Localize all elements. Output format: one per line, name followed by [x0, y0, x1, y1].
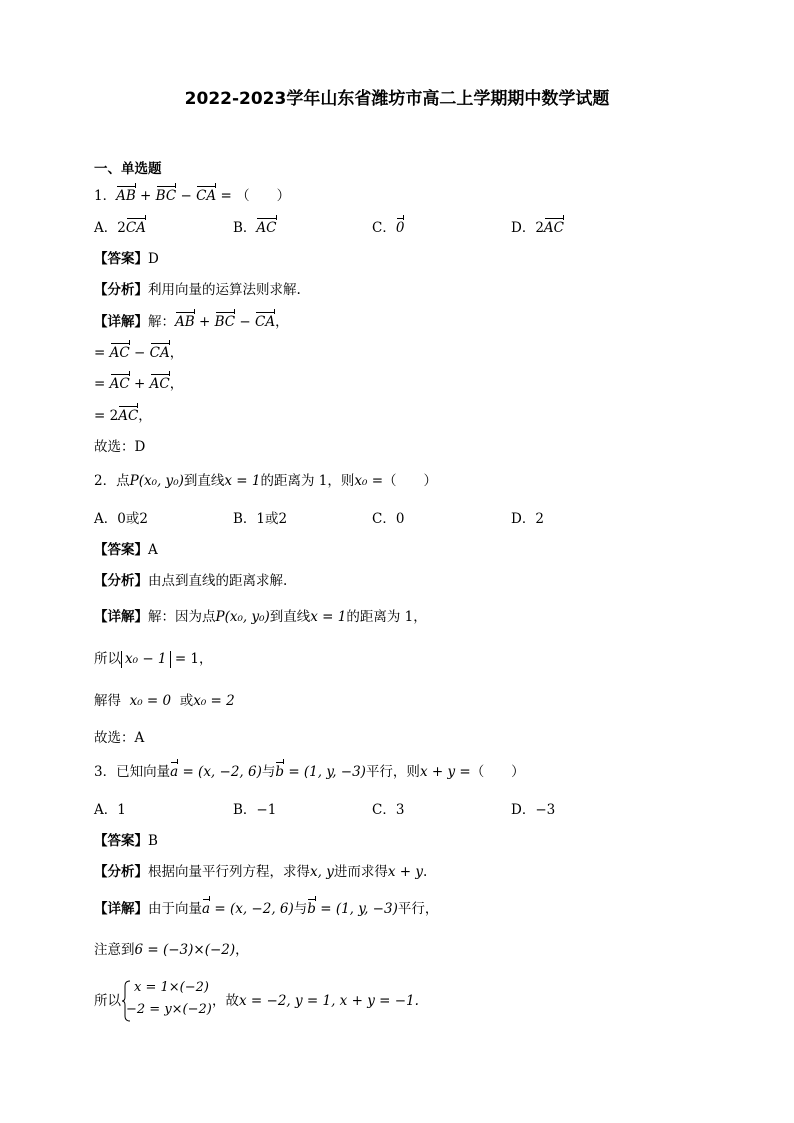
q1-number: 1．	[94, 188, 117, 204]
q3-number: 3．已知向量	[94, 764, 171, 780]
detail-label: 【详解】	[94, 901, 148, 917]
vector-ab: AB	[116, 188, 136, 204]
detail-text: 解：因为点	[148, 609, 216, 625]
coef: 2	[109, 408, 119, 424]
note-text: 注意到	[94, 942, 135, 958]
vector-b: b	[307, 901, 316, 917]
x0-expr: x₀ =	[354, 473, 384, 489]
comma: ，	[138, 408, 152, 424]
abs-expr: x₀ − 1	[121, 651, 171, 668]
vector-ac: AC	[118, 408, 139, 424]
system-eq-2: −2 = y×(−2)	[126, 1002, 212, 1017]
stem-text: 的距离为 1，则	[260, 473, 355, 489]
vector-a-value: = (x, −2, 6)	[182, 764, 262, 780]
zero-vector: 0	[395, 220, 405, 236]
line-eq: x = 1	[224, 473, 261, 489]
answer-label: 【答案】	[94, 251, 148, 267]
equals: =	[94, 408, 106, 424]
vector-b-value: = (1, y, −3)	[320, 901, 398, 917]
q3-analysis	[94, 863, 427, 881]
option-coef: 2	[535, 220, 544, 236]
sum-expr: x + y =	[419, 764, 471, 780]
q2-abs-line	[94, 650, 213, 668]
sum-expr: x + y	[387, 864, 423, 880]
q2-detail	[94, 608, 427, 626]
equals: =	[94, 376, 106, 392]
comma: ，	[169, 376, 184, 392]
q2-option-b: B．1或2	[233, 511, 288, 527]
q2-stem	[94, 472, 437, 490]
point-p: P	[215, 609, 225, 625]
q2-solve-line	[94, 692, 235, 710]
comma: ，	[169, 345, 184, 361]
point-p: P	[129, 473, 139, 489]
option-coef: 2	[117, 220, 126, 236]
detail-text: 的距离为 1，	[346, 609, 427, 625]
q3-answer	[94, 832, 158, 850]
answer-label: 【答案】	[94, 542, 148, 558]
q1-step-2: = AC − CA，	[94, 345, 184, 361]
vector-bc: BC	[214, 314, 236, 330]
vector-ac: AC	[149, 376, 170, 392]
vector-a: a	[202, 901, 211, 917]
q3-so-text: 所以	[94, 993, 121, 1009]
period: .	[422, 864, 428, 880]
or-text: 或	[179, 693, 194, 709]
conclude-text: ，故	[212, 993, 239, 1009]
q1-stem: 1．AB + BC − CA = （ ）	[94, 188, 291, 204]
abs-rhs: = 1，	[174, 651, 213, 667]
parallel-text: 平行，则	[365, 764, 420, 780]
vector-a: a	[170, 764, 179, 780]
vector-b-value: = (1, y, −3)	[288, 764, 366, 780]
q1-detail: 【详解】解：AB + BC − CA，	[94, 314, 289, 330]
option-label: D．	[511, 220, 536, 236]
vector-ac: AC	[543, 220, 565, 236]
answer-value: B	[148, 833, 158, 849]
q3-conclusion	[212, 992, 419, 1010]
solve-text: 解得	[94, 693, 121, 709]
analysis-label: 【分析】	[94, 573, 148, 589]
option-label: A．	[94, 220, 118, 236]
q2-answer	[94, 541, 158, 559]
conclude-expr: x = −2, y = 1, x + y = −1.	[239, 993, 419, 1009]
q1-option-d	[511, 219, 564, 237]
vector-ac: AC	[109, 376, 130, 392]
detail-label: 【详解】	[94, 314, 148, 330]
q1-analysis	[94, 281, 301, 299]
option-label: B．	[233, 220, 257, 236]
answer-value: A	[148, 542, 158, 558]
vector-ca: CA	[255, 314, 276, 330]
q3-option-a: A．1	[94, 802, 126, 818]
q2-option-d: D．2	[511, 511, 544, 527]
note-expr: 6 = (−3)×(−2)	[134, 942, 236, 958]
detail-prefix: 解：	[148, 314, 175, 330]
q2-option-a: A．0或2	[94, 511, 148, 527]
line-eq: x = 1	[310, 609, 347, 625]
option-label: C．	[372, 220, 396, 236]
q1-answer	[94, 250, 159, 268]
q2-analysis	[94, 572, 287, 590]
answer-label: 【答案】	[94, 833, 148, 849]
vector-a-value: = (x, −2, 6)	[214, 901, 294, 917]
q3-stem	[94, 763, 525, 781]
solution-2: x₀ = 2	[193, 693, 235, 709]
q1-option-a	[94, 219, 146, 237]
q2-number: 2．点	[94, 473, 130, 489]
analysis-label: 【分析】	[94, 282, 148, 298]
q3-option-d: D．−3	[511, 802, 556, 818]
q3-detail	[94, 900, 438, 918]
analysis-text: 利用向量的运算法则求解.	[148, 282, 301, 298]
stem-text: 到直线	[183, 473, 225, 489]
analysis-text: 根据向量平行列方程，求得	[148, 864, 310, 880]
system-eq-1: x = 1×(−2)	[134, 980, 209, 995]
analysis-text: 进而求得	[333, 864, 388, 880]
vector-bc: BC	[155, 188, 177, 204]
detail-text: 到直线	[269, 609, 311, 625]
q3-option-b: B．−1	[233, 802, 277, 818]
comma: ，	[235, 942, 249, 958]
point-args: (x₀, y₀)	[224, 609, 270, 625]
q1-tail: = （ ）	[216, 188, 291, 204]
vector-ac: AC	[256, 220, 277, 236]
section-heading: 一、单选题	[94, 161, 162, 177]
so-text: 所以	[94, 651, 121, 667]
with-text: 与	[261, 764, 276, 780]
solution-1: x₀ = 0	[129, 693, 172, 709]
answer-value: D	[148, 251, 159, 267]
vector-ab: AB	[175, 314, 195, 330]
vector-ca: CA	[125, 220, 146, 236]
q1-step-3: = AC + AC，	[94, 376, 184, 392]
with-text: 与	[293, 901, 308, 917]
vector-ca: CA	[149, 345, 170, 361]
paren: （ ）	[383, 473, 438, 489]
q1-option-c	[372, 219, 404, 237]
vector-ca: CA	[196, 188, 217, 204]
analysis-label: 【分析】	[94, 864, 148, 880]
analysis-text: 由点到直线的距离求解.	[148, 573, 288, 589]
q3-option-c: C．3	[372, 802, 405, 818]
equals: =	[94, 345, 106, 361]
page-title: 2022-2023学年山东省潍坊市高二上学期期中数学试题	[184, 89, 610, 109]
detail-label: 【详解】	[94, 609, 148, 625]
vector-b: b	[275, 764, 285, 780]
detail-text: 由于向量	[148, 901, 202, 917]
vector-ac: AC	[109, 345, 130, 361]
q3-note	[94, 941, 249, 959]
detail-text: 平行，	[397, 901, 439, 917]
q1-step-4	[94, 407, 152, 425]
q1-option-b	[233, 219, 277, 237]
point-args: (x₀, y₀)	[138, 473, 184, 489]
q1-choose: 故选：D	[94, 439, 146, 455]
q2-option-c: C．0	[372, 511, 405, 527]
q2-choose: 故选：A	[94, 730, 145, 746]
comma: ，	[275, 314, 289, 330]
paren: （ ）	[470, 764, 525, 780]
xy-expr: x, y	[310, 864, 334, 880]
